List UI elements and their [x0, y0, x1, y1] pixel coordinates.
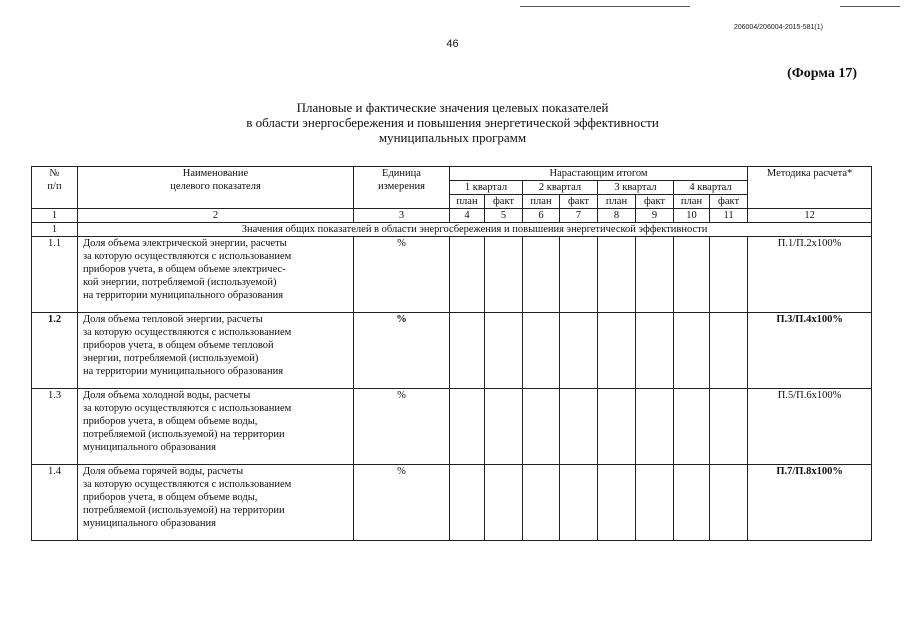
header-plan: план: [674, 195, 710, 209]
row-indicator-name: [78, 313, 354, 389]
value-cell: [485, 313, 523, 389]
header-number: [32, 167, 78, 209]
value-cell: [710, 465, 748, 541]
name-line: на территории муниципального образования: [83, 290, 284, 301]
name-line: Доля объема холодной воды, расчеты: [83, 390, 251, 401]
header-name-line2: целевого показателя: [170, 181, 261, 192]
value-cell: [710, 237, 748, 313]
name-line: потребляемой (используемой) на территории: [83, 429, 285, 440]
name-line: Доля объема горячей воды, расчеты: [83, 466, 244, 477]
header-quarter-2: 2 квартал: [523, 181, 598, 195]
row-method: П.3/П.4х100%: [748, 313, 872, 389]
header-name-line1: Наименование: [182, 168, 249, 179]
value-cell: [674, 389, 710, 465]
column-number: 1: [32, 209, 78, 223]
value-cell: [523, 313, 560, 389]
value-cell: [485, 465, 523, 541]
value-cell: [598, 313, 636, 389]
value-cell: [560, 465, 598, 541]
value-cell: [485, 389, 523, 465]
name-line: за которую осуществляются с использованием: [83, 403, 292, 414]
column-number: 3: [354, 209, 450, 223]
value-cell: [598, 465, 636, 541]
title-line-1: Плановые и фактические значения целевых показателей: [296, 100, 609, 115]
row-number: 1.3: [32, 389, 78, 465]
indicators-table: [31, 166, 872, 541]
name-line: кой энергии, потребляемой (используемой): [83, 277, 277, 288]
name-line: приборов учета, в общем объеме тепловой: [83, 340, 274, 351]
header-quarter-1: 1 квартал: [450, 181, 523, 195]
header-number-line2: п/п: [47, 181, 62, 192]
column-number: 8: [598, 209, 636, 223]
row-unit: %: [354, 237, 450, 313]
column-number: 12: [748, 209, 872, 223]
header-number-line1: №: [49, 168, 60, 179]
value-cell: [523, 237, 560, 313]
name-line: потребляемой (используемой) на территории: [83, 505, 285, 516]
value-cell: [598, 389, 636, 465]
value-cell: [674, 465, 710, 541]
title-line-2: в области энергосбережения и повышения энергетической эффективности: [246, 115, 659, 130]
row-number: 1.1: [32, 237, 78, 313]
row-method: П.7/П.8х100%: [748, 465, 872, 541]
name-line: муниципального образования: [83, 518, 216, 529]
header-plan: план: [450, 195, 485, 209]
header-plan: план: [598, 195, 636, 209]
value-cell: [523, 389, 560, 465]
name-line: приборов учета, в общем объеме воды,: [83, 416, 258, 427]
column-number: 6: [523, 209, 560, 223]
title-line-3: муниципальных программ: [378, 130, 527, 145]
header-cumulative: Нарастающим итогом: [450, 167, 748, 181]
column-number: 5: [485, 209, 523, 223]
name-line: муниципального образования: [83, 442, 216, 453]
value-cell: [710, 313, 748, 389]
page-number: 46: [446, 38, 459, 50]
header-plan: план: [523, 195, 560, 209]
header-unit-line1: Единица: [382, 168, 421, 179]
column-number: 7: [560, 209, 598, 223]
form-label: (Форма 17): [787, 66, 857, 81]
column-number: 10: [674, 209, 710, 223]
row-method: П.1/П.2х100%: [748, 237, 872, 313]
table-row: [32, 389, 872, 465]
value-cell: [598, 237, 636, 313]
value-cell: [674, 237, 710, 313]
scan-edge-line: [520, 6, 690, 7]
name-line: за которую осуществляются с использованием: [83, 327, 292, 338]
header-method: Методика расчета*: [748, 167, 872, 209]
name-line: за которую осуществляются с использованием: [83, 479, 292, 490]
name-line: приборов учета, в общем объеме воды,: [83, 492, 258, 503]
row-indicator-name: [78, 237, 354, 313]
header-quarter-3: 3 квартал: [598, 181, 674, 195]
header-fact: факт: [560, 195, 598, 209]
value-cell: [450, 389, 485, 465]
header-indicator-name: [78, 167, 354, 209]
row-indicator-name: [78, 389, 354, 465]
row-number: 1.4: [32, 465, 78, 541]
column-number: 11: [710, 209, 748, 223]
table-row: [32, 237, 872, 313]
column-number: 4: [450, 209, 485, 223]
value-cell: [560, 237, 598, 313]
value-cell: [710, 389, 748, 465]
header-fact: факт: [710, 195, 748, 209]
name-line: за которую осуществляются с использованием: [83, 251, 292, 262]
table-row: [32, 465, 872, 541]
header-quarter-4: 4 квартал: [674, 181, 748, 195]
section-title: Значения общих показателей в области энергосбережения и повышения энергетической эффективности: [78, 223, 872, 237]
name-line: Доля объема тепловой энергии, расчеты: [83, 314, 263, 325]
header-unit: [354, 167, 450, 209]
name-line: энергии, потребляемой (используемой): [83, 353, 259, 364]
value-cell: [636, 313, 674, 389]
table-row: [32, 313, 872, 389]
value-cell: [450, 313, 485, 389]
value-cell: [560, 313, 598, 389]
row-indicator-name: [78, 465, 354, 541]
value-cell: [450, 237, 485, 313]
header-unit-line2: измерения: [378, 181, 425, 192]
row-number: 1.2: [32, 313, 78, 389]
name-line: приборов учета, в общем объеме электричес-: [83, 264, 286, 275]
value-cell: [636, 237, 674, 313]
value-cell: [523, 465, 560, 541]
value-cell: [485, 237, 523, 313]
value-cell: [636, 389, 674, 465]
page-title: [0, 100, 905, 145]
column-number: 2: [78, 209, 354, 223]
row-unit: %: [354, 389, 450, 465]
row-method: П.5/П.6х100%: [748, 389, 872, 465]
header-fact: факт: [636, 195, 674, 209]
header-fact: факт: [485, 195, 523, 209]
value-cell: [674, 313, 710, 389]
value-cell: [450, 465, 485, 541]
document-id: 206004/206004-2015-581(1): [733, 24, 823, 31]
section-number: 1: [32, 223, 78, 237]
scan-edge-line: [840, 6, 900, 7]
value-cell: [560, 389, 598, 465]
name-line: на территории муниципального образования: [83, 366, 284, 377]
row-unit: %: [354, 313, 450, 389]
value-cell: [636, 465, 674, 541]
name-line: Доля объема электрической энергии, расчеты: [83, 238, 287, 249]
row-unit: %: [354, 465, 450, 541]
column-number: 9: [636, 209, 674, 223]
